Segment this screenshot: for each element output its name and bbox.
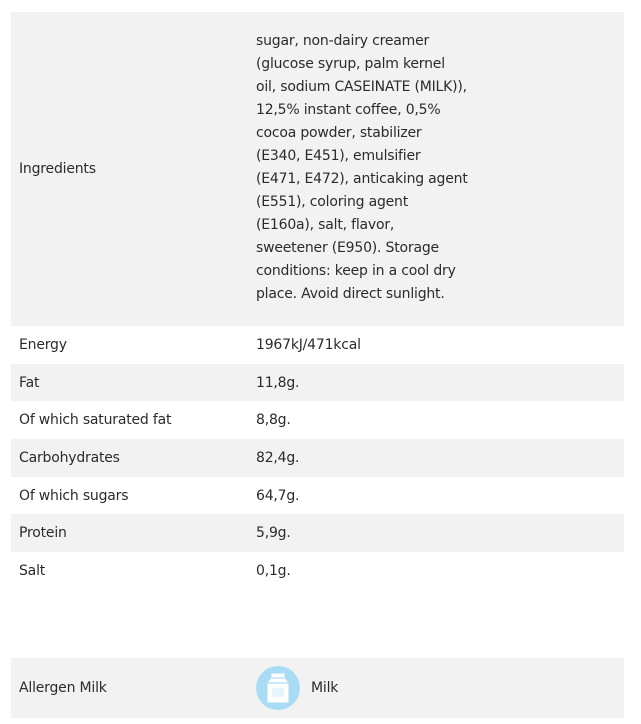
fat-row bbox=[11, 364, 624, 401]
saturated-fat-label: Of which saturated fat bbox=[19, 412, 172, 428]
salt-label: Salt bbox=[19, 563, 46, 579]
protein-label: Protein bbox=[19, 525, 67, 541]
sugars-value: 64,7g. bbox=[256, 487, 300, 504]
salt-row bbox=[11, 552, 624, 590]
fat-value: 11,8g. bbox=[256, 374, 300, 391]
allergen-label: Allergen Milk bbox=[19, 680, 107, 696]
ingredients-value: sugar, non-dairy creamer (glucose syrup, palm kernel oil, sodium CASEINATE (MILK)), 12,5% instant coffee, 0,5% cocoa powder, stabilizer (E340, E451), emulsifier (E471, E472), anticaking agent (E551), coloring agent (E160a), salt, flavor, sweetener (E950). Storage conditions: keep in a cool dry place. Avoid direct sunlight. bbox=[256, 32, 468, 302]
allergen-value: Milk bbox=[311, 680, 339, 696]
section-spacer bbox=[11, 590, 624, 658]
energy-row bbox=[11, 326, 624, 364]
carbohydrates-row bbox=[11, 439, 624, 477]
saturated-fat-row bbox=[11, 401, 624, 439]
fat-label: Fat bbox=[19, 374, 40, 391]
ingredients-label: Ingredients bbox=[19, 161, 96, 177]
product-info-table bbox=[11, 12, 624, 718]
carbohydrates-value: 82,4g. bbox=[256, 450, 300, 466]
protein-value: 5,9g. bbox=[256, 525, 291, 541]
sugars-label: Of which sugars bbox=[19, 487, 129, 504]
energy-value: 1967kJ/471kcal bbox=[256, 337, 361, 353]
saturated-fat-value: 8,8g. bbox=[256, 412, 291, 428]
energy-label: Energy bbox=[19, 337, 67, 353]
salt-value: 0,1g. bbox=[256, 563, 291, 579]
ingredients-row bbox=[11, 12, 624, 326]
protein-row bbox=[11, 514, 624, 552]
allergen-row bbox=[11, 658, 624, 718]
milk-carton-icon bbox=[256, 666, 300, 710]
sugars-row bbox=[11, 477, 624, 514]
carbohydrates-label: Carbohydrates bbox=[19, 450, 120, 466]
